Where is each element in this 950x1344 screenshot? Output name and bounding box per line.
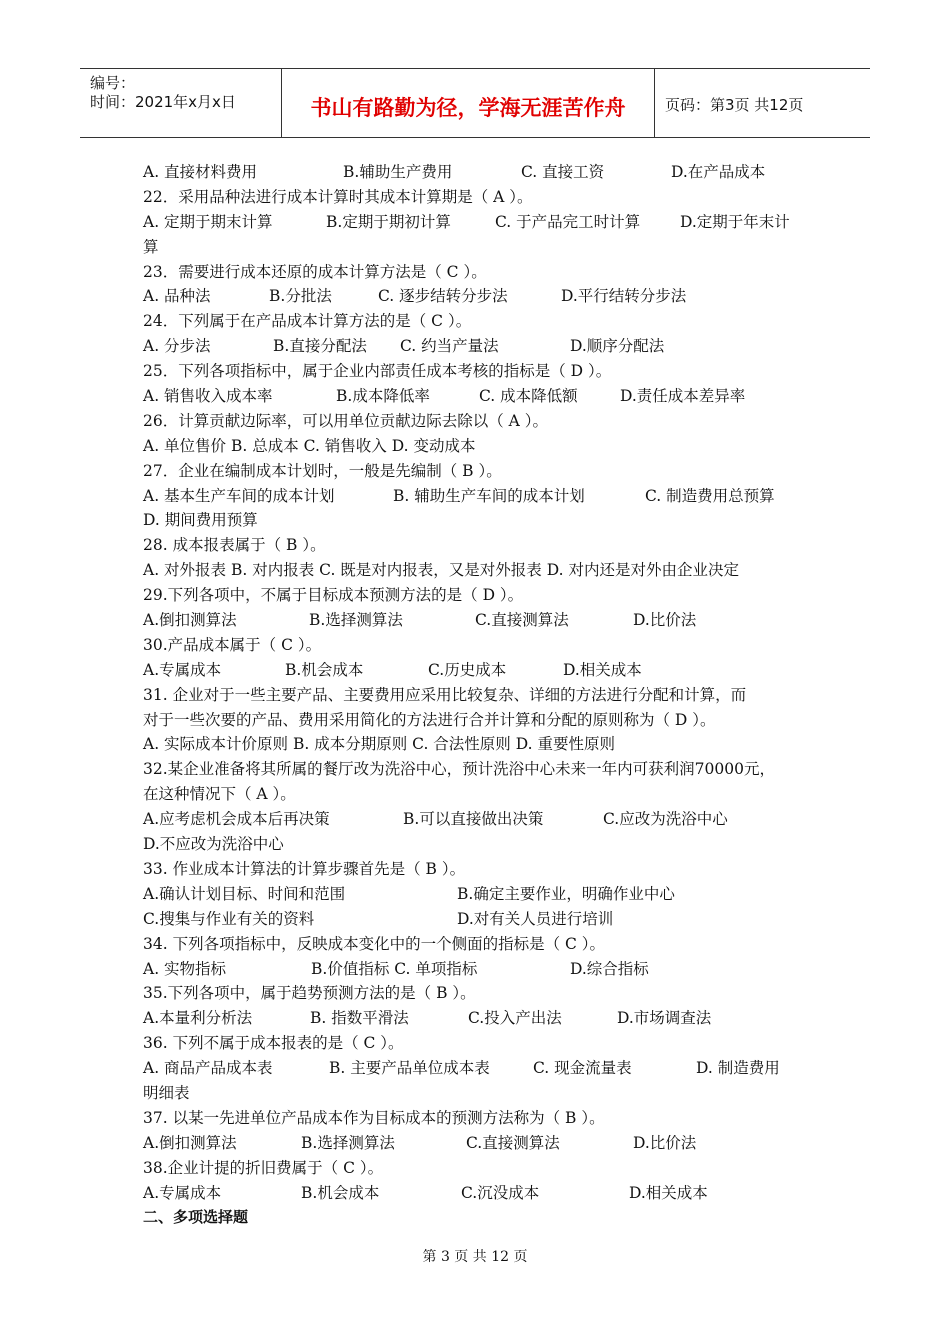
text-segment: A. 品种法 <box>143 287 211 306</box>
text-line <box>143 359 813 384</box>
text-line <box>143 210 813 235</box>
text-segment: D. 期间费用预算 <box>143 511 258 530</box>
text-segment: A.专属成本 <box>143 660 222 679</box>
time-label: 时间：2021年x月x日 <box>90 93 236 111</box>
text-segment: 在这种情况下（ A ）。 <box>143 785 296 804</box>
text-segment: C.投入产出法 <box>468 1009 562 1028</box>
text-segment: 25．下列各项指标中，属于企业内部责任成本考核的指标是（ D ）。 <box>143 362 612 381</box>
text-segment: C.搜集与作业有关的资料 <box>143 909 315 928</box>
text-segment: 30.产品成本属于（ C ）。 <box>143 635 322 654</box>
text-segment: D.在产品成本 <box>671 163 766 181</box>
text-segment: B.成本降低率 <box>336 387 430 406</box>
text-line <box>143 658 813 683</box>
text-line <box>143 583 813 608</box>
text-segment: B.直接分配法 <box>273 337 367 356</box>
page-footer: 第 3 页 共 12 页 <box>422 1249 528 1265</box>
text-line <box>143 533 813 558</box>
text-line <box>143 384 813 409</box>
text-line <box>143 484 813 509</box>
text-line <box>143 160 813 185</box>
text-line <box>143 260 813 285</box>
text-segment: A. 基本生产车间的成本计划 <box>143 486 335 505</box>
text-line <box>143 1106 813 1131</box>
text-segment: C. 成本降低额 <box>479 387 578 406</box>
text-segment: B.分批法 <box>269 287 332 306</box>
text-segment: D.不应改为洗浴中心 <box>143 835 284 854</box>
text-line <box>143 459 813 484</box>
text-segment: 36. 下列不属于成本报表的是（ C ）。 <box>143 1034 404 1053</box>
text-segment: D.顺序分配法 <box>570 337 665 356</box>
text-segment: C.直接测算法 <box>475 611 569 630</box>
text-segment: C. 约当产量法 <box>400 337 499 356</box>
text-line <box>143 434 813 459</box>
text-segment: D.对有关人员进行培训 <box>457 909 614 928</box>
text-line <box>143 708 813 733</box>
section-title: 二、多项选择题 <box>143 1208 249 1227</box>
text-segment: D.相关成本 <box>629 1183 708 1202</box>
text-segment: D.比价法 <box>633 1133 697 1152</box>
text-segment: C. 逐步结转分步法 <box>378 287 508 306</box>
text-segment: 对于一些次要的产品、费用采用简化的方法进行合并计算和分配的原则称为（ D ）。 <box>143 710 716 729</box>
text-line <box>143 981 813 1006</box>
text-segment: A.专属成本 <box>143 1183 222 1202</box>
text-segment: A.本量利分析法 <box>143 1009 253 1028</box>
text-segment: C.沉没成本 <box>461 1183 540 1202</box>
text-segment: A. 直接材料费用 <box>143 163 258 181</box>
text-segment: C. 现金流量表 <box>533 1059 632 1078</box>
text-segment: B. 指数平滑法 <box>310 1009 409 1028</box>
text-segment: 22．采用品种法进行成本计算时其成本计算期是（ A ）。 <box>143 187 533 206</box>
text-segment: B.可以直接做出决策 <box>403 810 544 829</box>
text-line <box>143 235 813 260</box>
text-segment: 28. 成本报表属于（ B ）。 <box>143 536 326 555</box>
text-segment: C. 制造费用总预算 <box>645 486 775 505</box>
text-segment: A.确认计划目标、时间和范围 <box>143 884 346 903</box>
text-segment: C. 于产品完工时计算 <box>495 212 641 231</box>
text-segment: C.应改为洗浴中心 <box>603 810 728 829</box>
text-line <box>143 832 813 857</box>
text-segment: 33. 作业成本计算法的计算步骤首先是（ B ）。 <box>143 859 466 878</box>
text-line <box>143 334 813 359</box>
text-segment: 27．企业在编制成本计划时，一般是先编制（ B ）。 <box>143 461 502 480</box>
text-segment: D.责任成本差异率 <box>620 387 746 406</box>
text-segment: C.直接测算法 <box>466 1133 560 1152</box>
text-line <box>143 1081 813 1106</box>
text-segment: D.相关成本 <box>563 660 642 679</box>
text-segment: D.比价法 <box>633 611 697 630</box>
text-segment: B.价值指标 C. 单项指标 <box>311 959 478 978</box>
text-segment: 24．下列属于在产品成本计算方法的是（ C ）。 <box>143 312 472 331</box>
text-line <box>143 409 813 434</box>
text-segment: A. 对外报表 B. 对内报表 C. 既是对内报表，又是对外报表 D. 对内还是对外由企业决定 <box>143 561 739 580</box>
page-header <box>80 68 870 138</box>
text-line <box>143 1156 813 1181</box>
text-segment: B.机会成本 <box>301 1183 380 1202</box>
text-segment: D.市场调查法 <box>617 1009 712 1028</box>
text-segment: 29.下列各项中，不属于目标成本预测方法的是（ D ）。 <box>143 586 524 605</box>
text-segment: D.综合指标 <box>570 959 649 978</box>
text-segment: B.定期于期初计算 <box>326 212 451 231</box>
text-segment: A. 实际成本计价原则 B. 成本分期原则 C. 合法性原则 D. 重要性原则 <box>143 735 615 754</box>
text-segment: 31. 企业对于一些主要产品、主要费用应采用比较复杂、详细的方法进行分配和计算，而 <box>143 685 747 704</box>
text-segment: 明细表 <box>143 1083 190 1102</box>
text-line <box>143 857 813 882</box>
text-line <box>143 1181 813 1206</box>
text-segment: A.倒扣测算法 <box>143 1133 237 1152</box>
text-segment: 34. 下列各项指标中，反映成本变化中的一个侧面的指标是（ C ）。 <box>143 934 606 953</box>
text-segment: A.倒扣测算法 <box>143 611 237 630</box>
text-line <box>143 1056 813 1081</box>
text-line <box>143 957 813 982</box>
text-line <box>143 882 813 907</box>
text-segment: A. 实物指标 <box>143 959 227 978</box>
text-line <box>143 284 813 309</box>
text-segment: A. 单位售价 B. 总成本 C. 销售收入 D. 变动成本 <box>143 436 476 455</box>
text-segment: 37. 以某一先进单位产品成本作为目标成本的预测方法称为（ B ）。 <box>143 1108 605 1127</box>
text-line <box>143 782 813 807</box>
motto: 书山有路勤为径，学海无涯苦作舟 <box>310 96 626 120</box>
text-segment: A. 分步法 <box>143 337 211 356</box>
text-segment: A. 销售收入成本率 <box>143 387 273 406</box>
text-segment: B. 主要产品单位成本表 <box>329 1059 490 1078</box>
text-line <box>143 185 813 210</box>
text-line <box>143 1006 813 1031</box>
text-line <box>143 309 813 334</box>
text-segment: B.选择测算法 <box>301 1133 395 1152</box>
text-line <box>143 608 813 633</box>
text-segment: B.选择测算法 <box>309 611 403 630</box>
text-line <box>143 932 813 957</box>
number-label: 编号： <box>90 74 136 92</box>
text-segment: 算 <box>143 237 159 256</box>
text-segment: A. 商品产品成本表 <box>143 1059 273 1078</box>
text-line <box>143 1131 813 1156</box>
text-line <box>143 807 813 832</box>
question-list <box>143 160 813 1230</box>
text-line <box>143 558 813 583</box>
text-segment: C.历史成本 <box>428 660 507 679</box>
text-segment: A.应考虑机会成本后再决策 <box>143 810 330 829</box>
text-segment: D.平行结转分步法 <box>561 287 687 306</box>
text-segment: B. 辅助生产车间的成本计划 <box>393 486 585 505</box>
header-meta <box>80 69 282 137</box>
text-line <box>143 757 813 782</box>
text-segment: B.辅助生产费用 <box>343 163 453 181</box>
header-page-cell <box>655 69 870 137</box>
text-segment: A. 定期于期末计算 <box>143 212 273 231</box>
header-motto-cell <box>282 69 655 137</box>
text-segment: B.确定主要作业，明确作业中心 <box>457 884 675 903</box>
text-line <box>143 683 813 708</box>
text-line <box>143 732 813 757</box>
text-line <box>143 1031 813 1056</box>
text-segment: D.定期于年末计 <box>680 212 790 231</box>
text-line <box>143 508 813 533</box>
text-segment: 32.某企业准备将其所属的餐厅改为洗浴中心，预计洗浴中心未来一年内可获利润70000元， <box>143 760 775 779</box>
text-segment: 23．需要进行成本还原的成本计算方法是（ C ）。 <box>143 262 487 281</box>
text-line <box>143 907 813 932</box>
text-line <box>143 633 813 658</box>
page-number-label: 页码：第3页 共12页 <box>665 96 804 114</box>
text-segment: B.机会成本 <box>285 660 364 679</box>
text-segment: 38.企业计提的折旧费属于（ C ）。 <box>143 1158 384 1177</box>
text-segment: 35.下列各项中，属于趋势预测方法的是（ B ）。 <box>143 984 476 1003</box>
text-segment: C. 直接工资 <box>521 163 605 181</box>
text-segment: 26．计算贡献边际率，可以用单位贡献边际去除以（ A ）。 <box>143 411 549 430</box>
text-segment: D. 制造费用 <box>696 1059 780 1078</box>
